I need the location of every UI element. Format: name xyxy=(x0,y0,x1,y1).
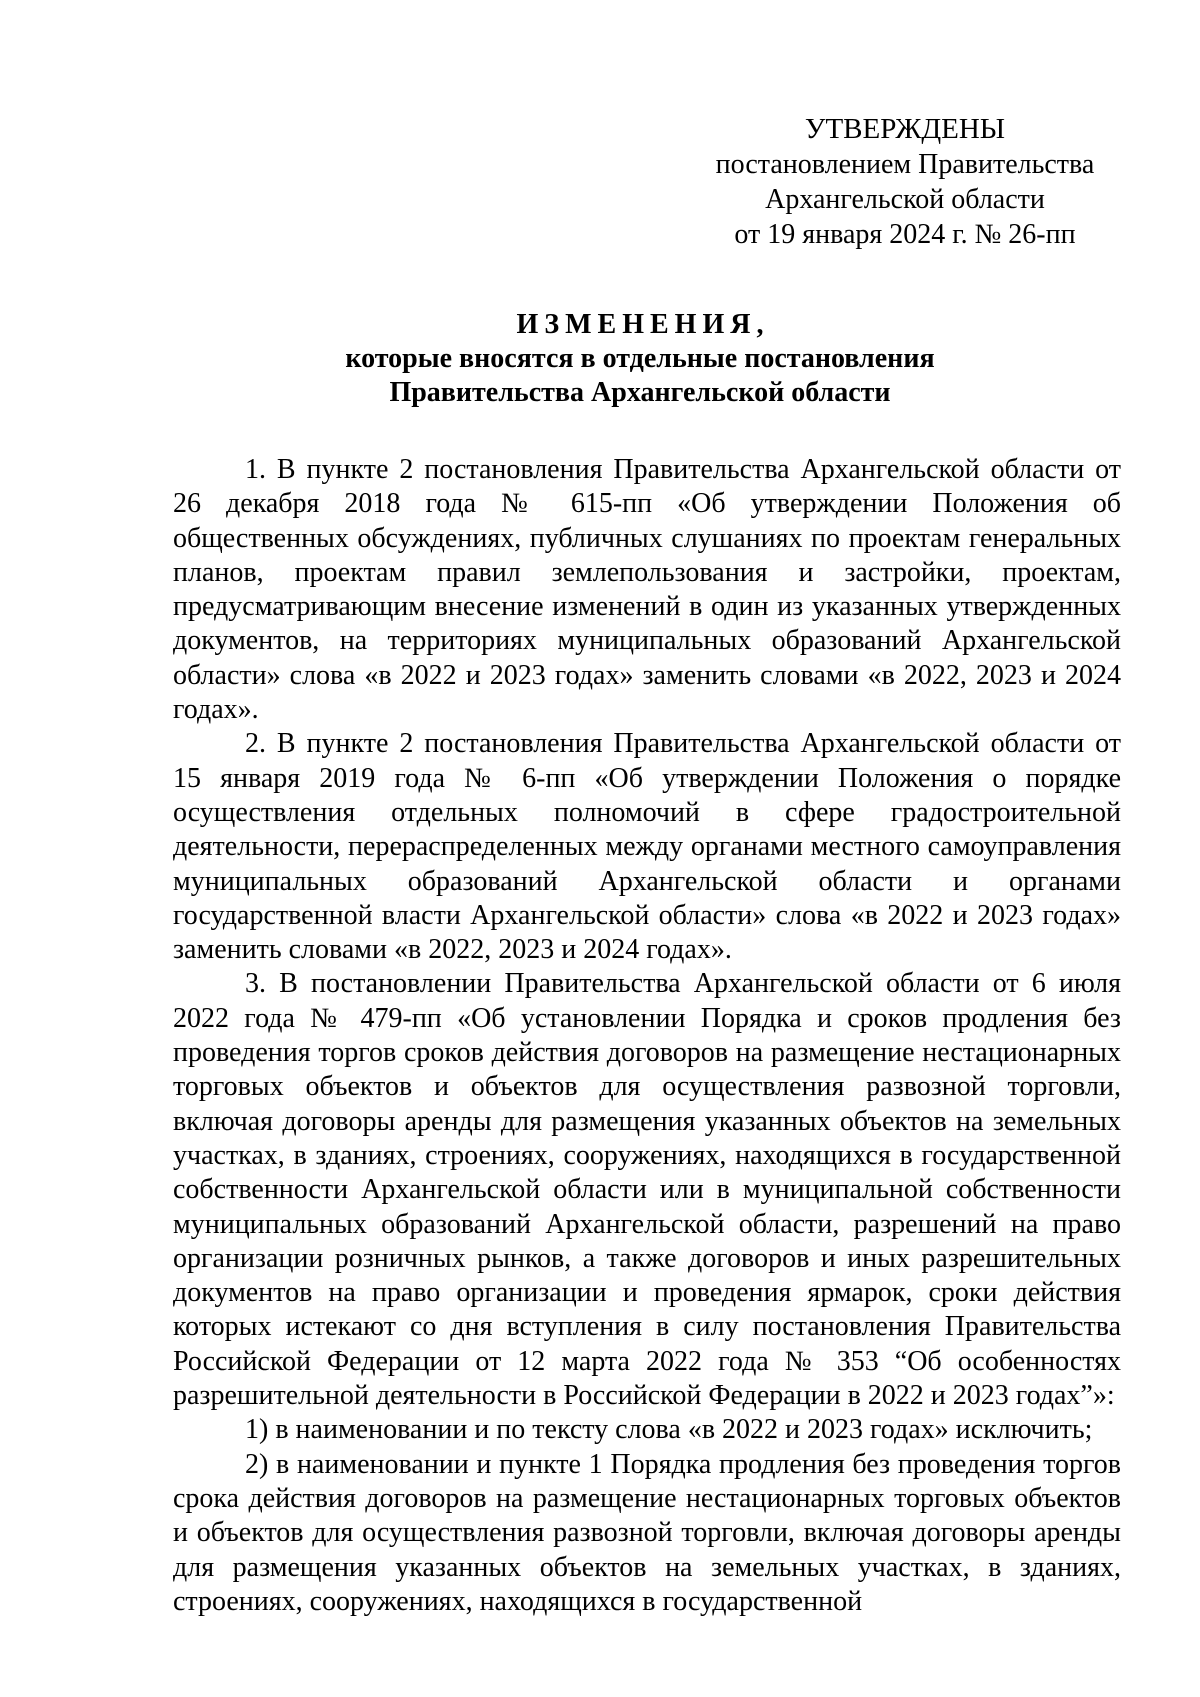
approval-line-1: постановлением Правительства xyxy=(715,149,1095,180)
document-body xyxy=(173,453,1121,1619)
title-line-1: которые вносятся в отдельные постановления xyxy=(345,343,935,374)
paragraph-3: 3. В постановлении Правительства Архангельской области от 6 июля 2022 года № 479-пп «Об установлении Порядка и сроков продления без проведения торгов сроков действия договоров на размещение нестационарных торговых объектов и объектов для осуществления развозной торговли, включая договоры аренды для размещения указанных объектов на земельных участках, в зданиях, строениях, сооружениях, находящихся в государственной собственности Архангельской области или в муниципальной собственности муниципальных образований Архангельской области, разрешений на право организации розничных рынков, а также договоров и иных разрешительных документов на право организации и проведения ярмарок, сроки действия которых истекают со дня вступления в силу постановления Правительства Российской Федерации от 12 марта 2022 года № 353 “Об особенностях разрешительной деятельности в Российской Федерации в 2022 и 2023 годах”»: xyxy=(173,968,1121,1412)
paragraph-3-item-1: 1) в наименовании и по тексту слова «в 2022 и 2023 годах» исключить; xyxy=(245,1414,1093,1446)
paragraph-2: 2. В пункте 2 постановления Правительства Архангельской области от 15 января 2019 года № 6-пп «Об утверждении Положения о порядке осуществления отдельных полномочий в сфере градостроительной деятельности, перераспределенных между органами местного самоуправления муниципальных образований Архангельской области и органами государственной власти Архангельской области» слова «в 2022 и 2023 годах» заменить словами «в 2022, 2023 и 2024 годах». xyxy=(173,728,1121,966)
approval-line-2: Архангельской области xyxy=(765,184,1045,215)
approval-stamp: УТВЕРЖДЕНЫ xyxy=(804,113,1006,145)
document-title xyxy=(160,308,1120,410)
title-line-2: Правительства Архангельской области xyxy=(389,377,891,408)
title-heading: ИЗМЕНЕНИЯ, xyxy=(516,309,770,340)
approval-block xyxy=(690,112,1120,252)
approval-line-3: от 19 января 2024 г. № 26-пп xyxy=(734,219,1076,250)
paragraph-3-item-2: 2) в наименовании и пункте 1 Порядка продления без проведения торгов срока действия договоров на размещение нестационарных торговых объектов и объектов для осуществления развозной торговли, включая договоры аренды для размещения указанных объектов на земельных участках, в зданиях, строениях, сооружениях, находящихся в государственной xyxy=(173,1448,1121,1617)
paragraph-1: 1. В пункте 2 постановления Правительства Архангельской области от 26 декабря 2018 года № 615-пп «Об утверждении Положения об общественных обсуждениях, публичных слушаниях по проектам генеральных планов, проектам правил землепользования и застройки, проектам, предусматривающим внесение изменений в один из указанных утвержденных документов, на территориях муниципальных образований Архангельской области» слова «в 2022 и 2023 годах» заменить словами «в 2022, 2023 и 2024 годах». xyxy=(173,454,1121,726)
